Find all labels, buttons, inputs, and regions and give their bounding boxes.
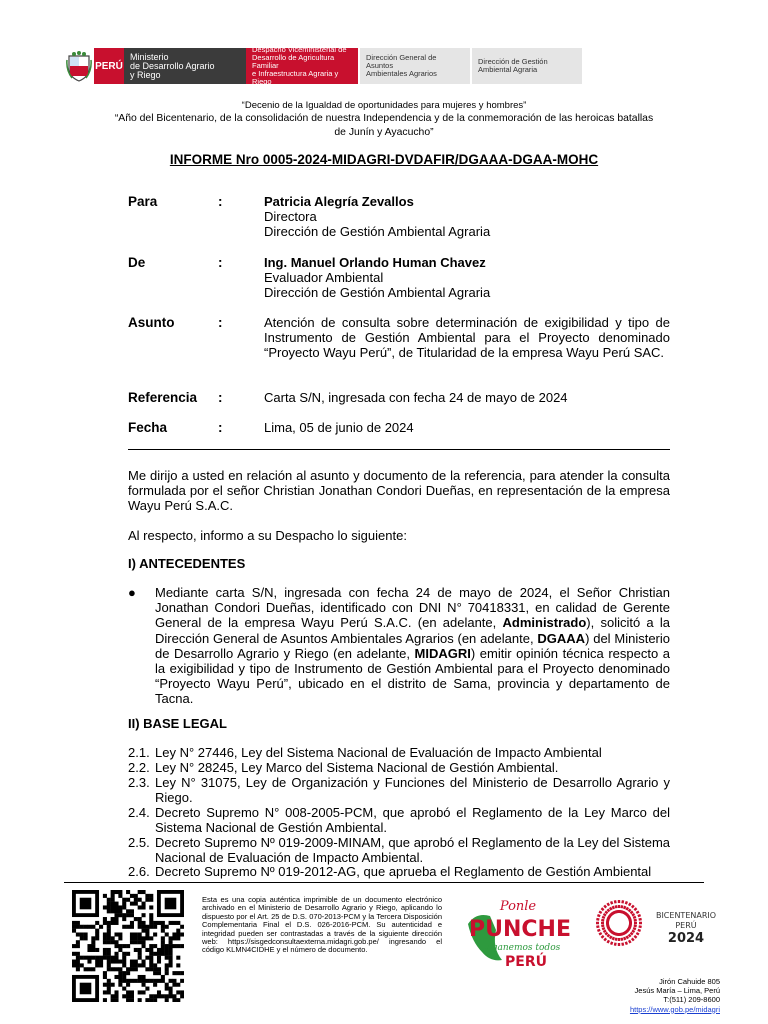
legal-item-text: Decreto Supremo Nº 019-2009-MINAM, que aprobó el Reglamento de la Ley del Sistema Nacional de Evaluación de Impacto Ambiental. xyxy=(155,835,670,866)
legal-item-text: Decreto Supremo N° 008-2005-PCM, que aprobó el Reglamento de la Ley Marco del Sistema Nacional de Gestión Ambiental. xyxy=(155,805,670,836)
bicentenario-word: BICENTENARIO xyxy=(655,911,717,920)
de-label: De xyxy=(128,255,146,270)
address-street: Jirón Cahuide 805 xyxy=(659,977,720,986)
legal-item xyxy=(128,745,670,760)
legal-item xyxy=(128,805,670,835)
header-banner xyxy=(64,45,582,86)
punche-word-2: PUNCHE xyxy=(469,917,570,942)
colon: : xyxy=(218,315,223,330)
punche-word-4: PERÚ xyxy=(505,954,547,970)
bicentenario-year: 2024 xyxy=(667,931,705,946)
bullet-icon: ● xyxy=(128,585,136,600)
footer-line xyxy=(64,882,704,883)
antecedente-text: ) emitir opinión técnica respecto a la exigibilidad y tipo de Instrumento de Gestión Ambiental para el Proyecto denominado “Proyecto Wayu Perú”, ubicado en el distrito de Sama, provincia y departamento de Tacna. xyxy=(155,645,670,707)
report-title: INFORME Nro 0005-2024-MIDAGRI-DVDAFIR/DGAAA-DGAA-MOHC xyxy=(169,152,599,167)
ministry-name: Ministerio de Desarrollo Agrario y Riego xyxy=(124,48,246,84)
section-base-legal: II) BASE LEGAL xyxy=(128,716,227,731)
recipient-block xyxy=(264,194,670,239)
address-block xyxy=(630,977,720,1014)
legal-item-number: 2.4. xyxy=(128,805,150,820)
antecedente-bold: MIDAGRI xyxy=(414,645,471,661)
fecha-label: Fecha xyxy=(128,420,168,435)
section-antecedentes: I) ANTECEDENTES xyxy=(128,556,246,571)
punche-word-3: y ganemos todos xyxy=(483,943,561,953)
referencia-label: Referencia xyxy=(128,390,198,405)
address-city: Jesús María – Lima, Perú xyxy=(634,986,720,996)
colon: : xyxy=(218,420,223,435)
antecedente-text: ), solicitó a la Dirección General de Asuntos Ambientales Agrarios (en adelante, xyxy=(155,615,670,646)
directorate-name: Dirección de Gestión Ambiental Agraria xyxy=(470,48,582,84)
legal-item xyxy=(128,835,670,865)
antecedente-bold: Administrado xyxy=(502,615,587,631)
sender-block xyxy=(264,255,670,300)
peru-label: PERÚ xyxy=(94,48,124,84)
legal-item-text: Decreto Supremo Nº 019-2012-AG, que aprueba el Reglamento de Gestión Ambiental xyxy=(155,864,652,879)
legal-item-text: Ley N° 28245, Ley Marco del Sistema Nacional de Gestión Ambiental. xyxy=(155,760,559,775)
antecedente-text: Mediante carta S/N, ingresada con fecha 24 de mayo de 2024, el Señor Christian Jonathan Condori Dueñas, identificado con DNI N° 70418331, en calidad de Gerente General de la empresa Wayu Perú S.A.C. (en adelante, xyxy=(155,585,670,631)
year-motto-line2: de Junín y Ayacucho” xyxy=(334,127,434,138)
vice-ministry-name: Despacho Viceministerial de Desarrollo de Agricultura Familiar e Infraestructura Agraria y Riego xyxy=(246,48,358,84)
antecedente-text: ) del Ministerio de Desarrollo Agrario y Riego (en adelante, xyxy=(155,630,670,661)
antecedente-bold: DGAAA xyxy=(537,630,586,646)
decade-motto: “Decenio de la Igualdad de oportunidades para mujeres y hombres” xyxy=(241,100,527,111)
antecedente-paragraph xyxy=(155,585,670,707)
legal-item xyxy=(128,864,670,879)
address-phone: T:(511) 209-8600 xyxy=(663,995,720,1005)
coat-of-arms-icon xyxy=(64,48,94,84)
colon: : xyxy=(218,255,223,270)
legal-item-number: 2.5. xyxy=(128,835,150,850)
legal-item-text: Ley N° 31075, Ley de Organización y Funciones del Ministerio de Desarrollo Agrario y Riego. xyxy=(155,775,670,806)
respecto-paragraph: Al respecto, informo a su Despacho lo siguiente: xyxy=(128,528,407,543)
recipient-name: Patricia Alegría Zevallos xyxy=(264,194,414,209)
reference-text: Carta S/N, ingresada con fecha 24 de mayo de 2024 xyxy=(264,390,568,405)
recipient-dept: Dirección de Gestión Ambiental Agraria xyxy=(264,224,491,239)
bicentenario-country: PERÚ xyxy=(675,921,697,930)
date-text: Lima, 05 de junio de 2024 xyxy=(264,420,414,435)
qr-code-icon[interactable] xyxy=(72,890,184,1002)
sender-name: Ing. Manuel Orlando Human Chavez xyxy=(264,255,486,270)
recipient-role: Directora xyxy=(264,209,317,224)
asunto-label: Asunto xyxy=(128,315,175,330)
sender-role: Evaluador Ambiental xyxy=(264,270,384,285)
para-label: Para xyxy=(128,194,158,209)
punche-word-1: Ponle xyxy=(499,899,537,914)
bicentenario-logo xyxy=(594,896,724,950)
ponle-punche-logo xyxy=(462,890,570,974)
intro-paragraph: Me dirijo a usted en relación al asunto y documento de la referencia, para atender la consulta formulada por el señor Christian Jonathan Condori Dueñas, en representación de la empresa Wayu Perú S.A.C. xyxy=(128,468,670,514)
colon: : xyxy=(218,390,223,405)
directorate-general-name: Dirección General de Asuntos Ambientales Agrarios xyxy=(358,48,470,84)
legal-item xyxy=(128,775,670,805)
legal-item-number: 2.2. xyxy=(128,760,150,775)
website-link[interactable]: https://www.gob.pe/midagri xyxy=(629,1004,720,1014)
sender-dept: Dirección de Gestión Ambiental Agraria xyxy=(264,285,491,300)
legal-item xyxy=(128,760,670,775)
subject-text: Atención de consulta sobre determinación de exigibilidad y tipo de Instrumento de Gestión Ambiental para el Proyecto denominado “Proyecto Wayu Perú”, de Titularidad de la empresa Wayu Perú SAC. xyxy=(264,315,670,360)
authenticity-notice: Esta es una copia auténtica imprimible de un documento electrónico archivado en el Ministerio de Desarrollo Agrario y Riego, aplicando lo dispuesto por el Art. 25 de D.S. 070-2013-PCM y la Tercera Disposición Complementaria Final el D.S. 026-2016-PCM. Su autenticidad e integridad pueden ser contrastadas a través de la siguiente dirección web: https://sisgedconsultaexterna.midagri.gob.pe/ ingresando el código KLMN4CIDHE y el número de documento. xyxy=(202,895,442,955)
legal-item-text: Ley N° 27446, Ley del Sistema Nacional de Evaluación de Impacto Ambiental xyxy=(155,745,602,760)
legal-item-number: 2.6. xyxy=(128,864,150,879)
year-motto-line1: “Año del Bicentenario, de la consolidación de nuestra Independencia y de la conmemoración de las heroicas batallas xyxy=(114,113,654,124)
colon: : xyxy=(218,194,223,209)
separator-line xyxy=(128,449,670,450)
legal-item-number: 2.3. xyxy=(128,775,150,790)
legal-item-number: 2.1. xyxy=(128,745,150,760)
